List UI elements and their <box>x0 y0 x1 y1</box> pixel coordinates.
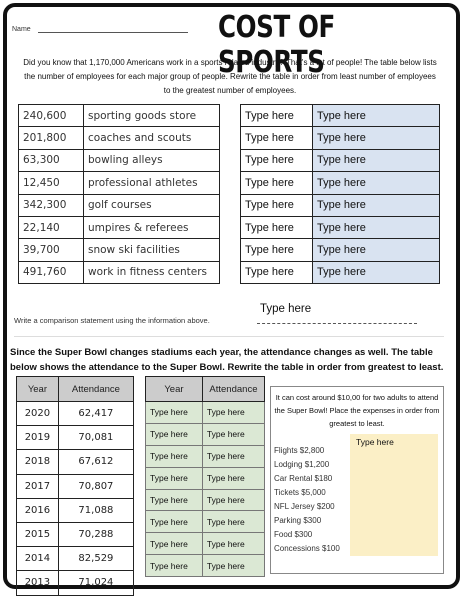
comparison-input[interactable]: Type here <box>260 303 312 315</box>
employee-group: professional athletes <box>84 172 220 194</box>
table-row <box>17 450 134 474</box>
expense-item: Concessions $100 <box>274 544 340 553</box>
expense-answer-box[interactable] <box>350 434 438 556</box>
table-row <box>19 216 220 238</box>
answer-year-input[interactable]: Type here <box>146 467 203 489</box>
expense-item: Parking $300 <box>274 516 322 525</box>
answer-year-input[interactable]: Type here <box>146 511 203 533</box>
expense-item: Tickets $5,000 <box>274 488 326 497</box>
table-row <box>19 261 220 283</box>
answer-count-input[interactable]: Type here <box>241 105 313 127</box>
answer-year-input[interactable]: Type here <box>146 533 203 555</box>
table-row <box>17 571 134 595</box>
name-line[interactable] <box>38 32 188 33</box>
answer-attendance-input[interactable]: Type here <box>202 555 264 577</box>
table-row <box>19 149 220 171</box>
attendance-cell: 70,807 <box>58 474 133 498</box>
attendance-cell: 82,529 <box>58 547 133 571</box>
answer-group-input[interactable]: Type here <box>313 239 440 261</box>
table-row <box>17 474 134 498</box>
answer-attendance-input[interactable]: Type here <box>202 511 264 533</box>
comparison-prompt: Write a comparison statement using the information above. <box>14 316 210 325</box>
table-row <box>146 555 265 577</box>
answer-attendance-input[interactable]: Type here <box>202 402 264 424</box>
table-row <box>146 511 265 533</box>
answer-attendance-input[interactable]: Type here <box>202 423 264 445</box>
table-row <box>146 423 265 445</box>
attendance-answer-table <box>145 376 265 577</box>
employee-count: 491,760 <box>19 261 84 283</box>
year-cell: 2015 <box>17 522 59 546</box>
section-divider <box>14 336 444 337</box>
attendance-cell: 62,417 <box>58 402 133 426</box>
table-row <box>241 149 440 171</box>
attendance-table <box>16 376 134 596</box>
table-row <box>241 261 440 283</box>
comparison-line <box>257 323 417 324</box>
answer-count-input[interactable]: Type here <box>241 127 313 149</box>
table-row <box>241 194 440 216</box>
employee-group: snow ski facilities <box>84 239 220 261</box>
attendance-header: Attendance <box>202 377 264 402</box>
answer-group-input[interactable]: Type here <box>313 216 440 238</box>
employee-count: 12,450 <box>19 172 84 194</box>
table-row <box>17 547 134 571</box>
table-row <box>17 426 134 450</box>
employee-group: golf courses <box>84 194 220 216</box>
answer-count-input[interactable]: Type here <box>241 216 313 238</box>
page-title: COST OF SPORTS <box>218 10 335 80</box>
table-row <box>146 445 265 467</box>
answer-count-input[interactable]: Type here <box>241 239 313 261</box>
year-header: Year <box>17 377 59 402</box>
expense-item: Food $300 <box>274 530 313 539</box>
table-row <box>19 105 220 127</box>
year-cell: 2017 <box>17 474 59 498</box>
table-row <box>241 127 440 149</box>
answer-count-input[interactable]: Type here <box>241 172 313 194</box>
year-header: Year <box>146 377 203 402</box>
year-cell: 2013 <box>17 571 59 595</box>
answer-year-input[interactable]: Type here <box>146 555 203 577</box>
answer-year-input[interactable]: Type here <box>146 423 203 445</box>
table-row <box>17 522 134 546</box>
answer-count-input[interactable]: Type here <box>241 149 313 171</box>
table-row <box>241 172 440 194</box>
table-row <box>19 239 220 261</box>
attendance-cell: 70,081 <box>58 426 133 450</box>
year-cell: 2020 <box>17 402 59 426</box>
answer-year-input[interactable]: Type here <box>146 489 203 511</box>
employee-count: 39,700 <box>19 239 84 261</box>
attendance-cell: 71,088 <box>58 498 133 522</box>
answer-year-input[interactable]: Type here <box>146 402 203 424</box>
employees-answer-table <box>240 104 440 284</box>
attendance-cell: 67,612 <box>58 450 133 474</box>
answer-group-input[interactable]: Type here <box>313 127 440 149</box>
expense-item: Flights $2,800 <box>274 446 325 455</box>
employee-count: 63,300 <box>19 149 84 171</box>
employee-group: bowling alleys <box>84 149 220 171</box>
expense-item: NFL Jersey $200 <box>274 502 335 511</box>
table-row <box>146 489 265 511</box>
table-row <box>241 105 440 127</box>
answer-attendance-input[interactable]: Type here <box>202 489 264 511</box>
cost-box-text: It can cost around $10,00 for two adults to attend the Super Bowl! Place the expenses in order from greatest to least. <box>274 393 440 428</box>
employee-count: 342,300 <box>19 194 84 216</box>
expense-list <box>274 444 340 556</box>
answer-group-input[interactable]: Type here <box>313 194 440 216</box>
table-row <box>241 216 440 238</box>
employee-count: 240,600 <box>19 105 84 127</box>
table-row <box>19 127 220 149</box>
attendance-header: Attendance <box>58 377 133 402</box>
answer-attendance-input[interactable]: Type here <box>202 533 264 555</box>
answer-group-input[interactable]: Type here <box>313 149 440 171</box>
year-cell: 2016 <box>17 498 59 522</box>
table-row <box>241 239 440 261</box>
table-row <box>19 172 220 194</box>
answer-group-input[interactable]: Type here <box>313 105 440 127</box>
attendance-cell: 71,024 <box>58 571 133 595</box>
employee-group: coaches and scouts <box>84 127 220 149</box>
answer-attendance-input[interactable]: Type here <box>202 467 264 489</box>
answer-count-input[interactable]: Type here <box>241 261 313 283</box>
expense-item: Car Rental $180 <box>274 474 333 483</box>
expense-item: Lodging $1,200 <box>274 460 330 469</box>
superbowl-intro: Since the Super Bowl changes stadiums each year, the attendance changes as well. The table below shows the attendance to the Super Bowl. Rewrite the table in order from greatest to least. <box>10 347 444 373</box>
answer-attendance-input[interactable]: Type here <box>202 445 264 467</box>
table-row <box>146 402 265 424</box>
year-cell: 2014 <box>17 547 59 571</box>
table-row <box>146 533 265 555</box>
answer-group-input[interactable]: Type here <box>313 261 440 283</box>
year-cell: 2018 <box>17 450 59 474</box>
answer-year-input[interactable]: Type here <box>146 445 203 467</box>
employee-group: sporting goods store <box>84 105 220 127</box>
employee-group: umpires & referees <box>84 216 220 238</box>
attendance-cell: 70,288 <box>58 522 133 546</box>
intro-text: Did you know that 1,170,000 Americans work in a sports related industry? That's a lot of people! The table below lists the number of employees for each major group of people. Rewrite the table in order from least number of employees to the greatest number of employees. <box>23 58 437 95</box>
table-row <box>17 498 134 522</box>
table-row <box>17 402 134 426</box>
year-cell: 2019 <box>17 426 59 450</box>
name-label: Name <box>12 26 31 33</box>
expense-answer-placeholder: Type here <box>356 437 394 447</box>
table-row <box>19 194 220 216</box>
employee-count: 22,140 <box>19 216 84 238</box>
answer-group-input[interactable]: Type here <box>313 172 440 194</box>
employees-table <box>18 104 220 284</box>
employee-count: 201,800 <box>19 127 84 149</box>
answer-count-input[interactable]: Type here <box>241 194 313 216</box>
employee-group: work in fitness centers <box>84 261 220 283</box>
table-row <box>146 467 265 489</box>
